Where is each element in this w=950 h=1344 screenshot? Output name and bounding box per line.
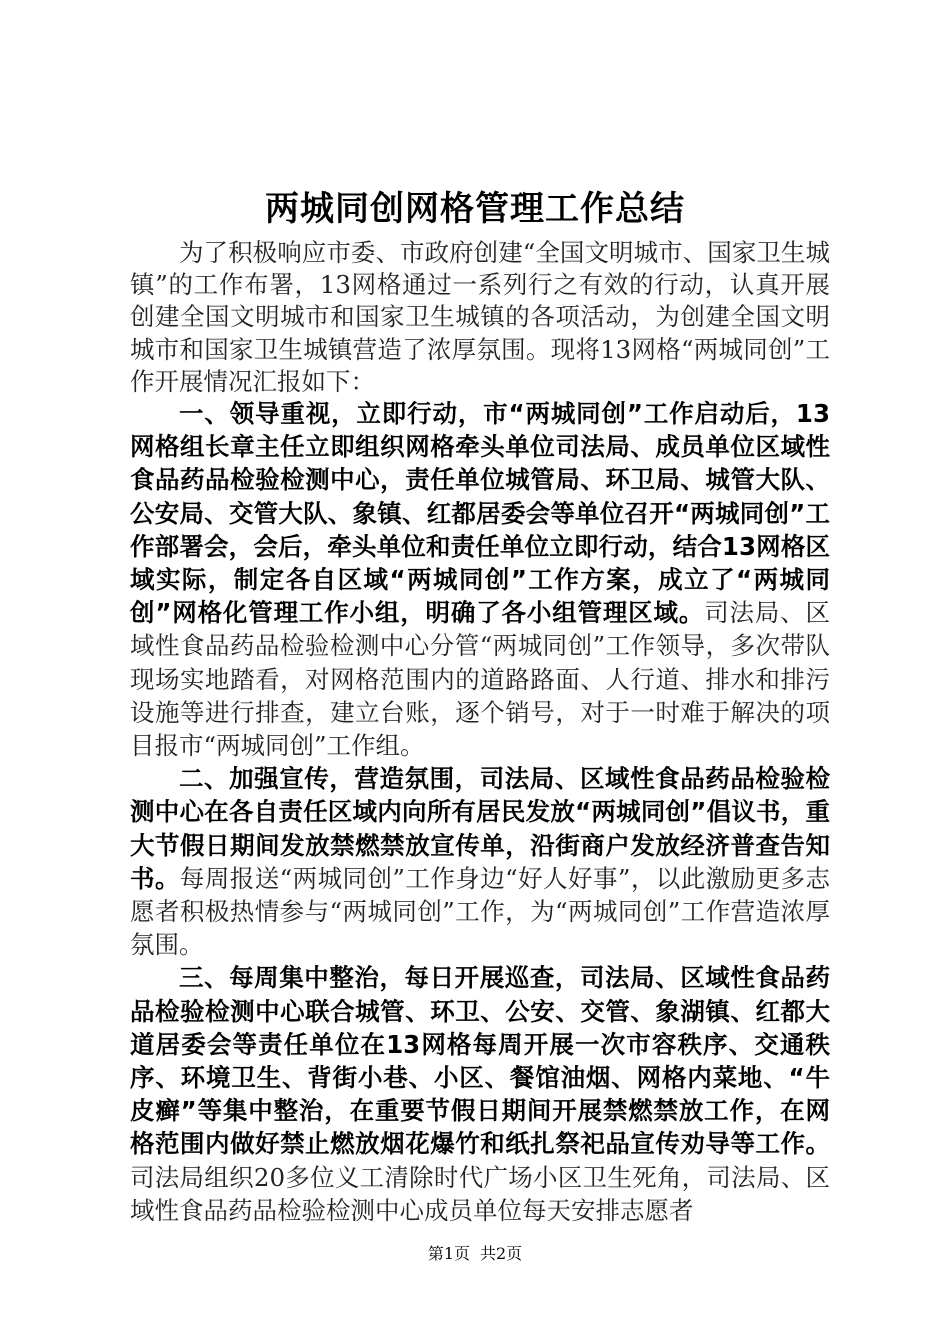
paragraph-section-1 <box>130 398 830 763</box>
page-total: 共2页 <box>480 1244 523 1263</box>
paragraph-section-2 <box>130 763 830 962</box>
paragraph-section-3 <box>130 962 830 1228</box>
page-footer <box>0 1243 950 1265</box>
section-2-lead: 二、加强宣传，营造氛围，司法局、区域性食品药品检验检测中心在各自责任区域内向所有居民发放“两城同创”倡议书，重大节假日期间发放禁燃禁放宣传单，沿街商户发放经济普查告知书。 <box>130 764 830 893</box>
section-2-text: 每周报送“两城同创”工作身边“好人好事”，以此激励更多志愿者积极热情参与“两城同创”工作，为“两城同创”工作营造浓厚氛围。 <box>130 863 830 960</box>
section-3-lead: 三、每周集中整治，每日开展巡查，司法局、区域性食品药品检验检测中心联合城管、环卫、公安、交管、象湖镇、红都大道居委会等责任单位在13网格每周开展一次市容秩序、交通秩序、环境卫生、背街小巷、小区、餐馆油烟、网格内菜地、“牛皮癣”等集中整治，在重要节假日期间开展禁燃禁放工作，在网格范围内做好禁止燃放烟花爆竹和纸扎祭祀品宣传劝导等工作。 <box>130 963 830 1159</box>
section-1-text: 司法局、区域性食品药品检验检测中心分管“两城同创”工作领导，多次带队现场实地踏看，对网格范围内的道路路面、人行道、排水和排污设施等进行排查，建立台账，逐个销号，对于一时难于解决的项目报市“两城同创”工作组。 <box>130 598 831 761</box>
paragraph-intro-text: 为了积极响应市委、市政府创建“全国文明城市、国家卫生城镇”的工作布署，13网格通过一系列行之有效的行动，认真开展创建全国文明城市和国家卫生城镇的各项活动，为创建全国文明城市和国家卫生城镇营造了浓厚氛围。现将13网格“两城同创”工作开展情况汇报如下： <box>130 238 830 396</box>
paragraph-intro <box>130 237 830 398</box>
section-1-lead: 一、领导重视，立即行动，市“两城同创”工作启动后，13网格组长章主任立即组织网格牵头单位司法局、成员单位区域性食品药品检验检测中心，责任单位城管局、环卫局、城管大队、公安局、交管大队、象镇、红都居委会等单位召开“两城同创”工作部署会，会后，牵头单位和责任单位立即行动，结合13网格区域实际，制定各自区域“两城同创”工作方案，成立了“两城同创”网格化管理工作小组，明确了各小组管理区域。 <box>130 399 830 628</box>
page-number: 第1页 <box>427 1244 470 1263</box>
document-title: 两城同创网格管理工作总结 <box>265 189 685 229</box>
section-3-text: 司法局组织20多位义工清除时代广场小区卫生死角，司法局、区域性食品药品检验检测中心成员单位每天安排志愿者 <box>130 1162 830 1225</box>
document-body <box>130 237 830 1228</box>
